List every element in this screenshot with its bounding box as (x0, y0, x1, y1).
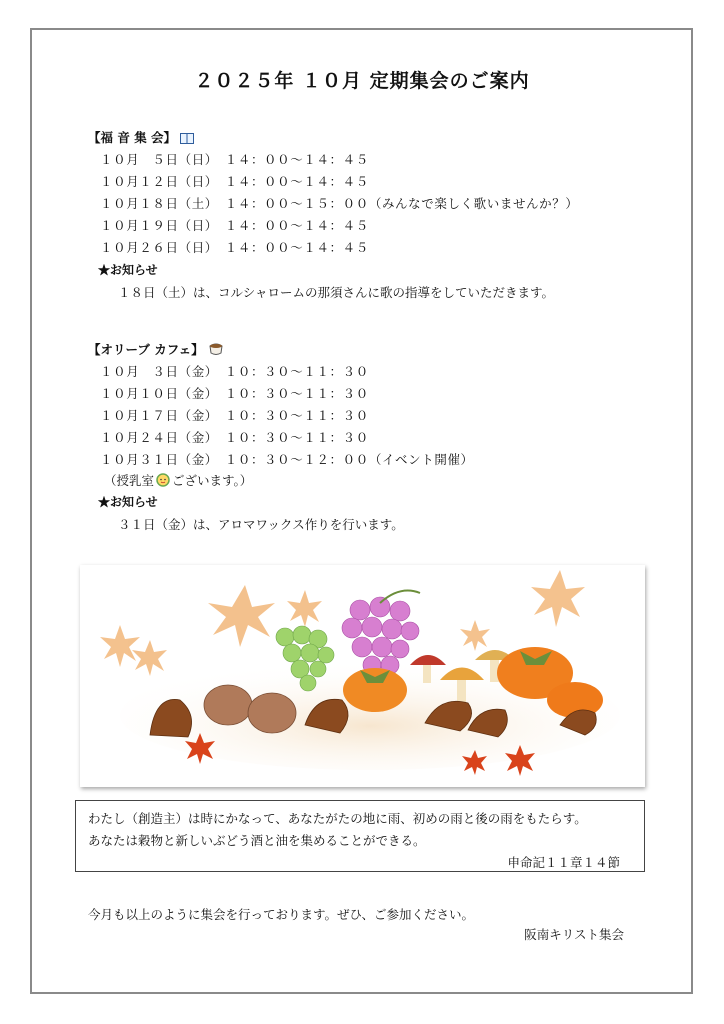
signature: 阪南キリスト集会 (524, 927, 624, 942)
cafe-date-3: １０月１７日（金） １０：３０〜１１：３０ (100, 408, 369, 423)
page-title: ２０２５年 １０月 定期集会のご案内 (194, 70, 530, 92)
scripture-reference: 申命記１１章１４節 (507, 855, 620, 870)
gospel-notice-label: ★お知らせ (98, 263, 158, 277)
nursing-note-before: （授乳室 (104, 473, 155, 488)
scripture-line-2: あなたは穀物と新しいぶどう酒と油を集めることができる。 (88, 833, 426, 848)
nursing-room-note (104, 471, 252, 489)
cafe-heading-label: 【オリーブ カフェ】 (88, 342, 204, 357)
gospel-notice-text: １８日（土）は、コルシャロームの那須さんに歌の指導をしていただきます。 (118, 285, 554, 300)
gospel-date-2: １０月１２日（日） １４：００〜１４：４５ (100, 174, 369, 189)
gospel-heading (88, 128, 194, 146)
cafe-notice-label: ★お知らせ (98, 495, 158, 509)
nursing-note-after: ございます。） (172, 473, 253, 488)
gospel-heading-label: 【福 音 集 会】 (88, 130, 177, 145)
cafe-date-5: １０月３１日（金） １０：３０〜１２：００（イベント開催） (100, 452, 474, 467)
gospel-date-5: １０月２６日（日） １４：００〜１４：４５ (100, 240, 369, 255)
gospel-date-1: １０月 ５日（日） １４：００〜１４：４５ (100, 152, 369, 167)
cafe-date-2: １０月１０日（金） １０：３０〜１１：３０ (100, 386, 369, 401)
closing-message: 今月も以上のように集会を行っております。ぜひ、ご参加ください。 (88, 907, 475, 922)
book-icon (180, 132, 194, 143)
gospel-date-4: １０月１９日（日） １４：００〜１４：４５ (100, 218, 369, 233)
baby-icon (156, 473, 170, 487)
cafe-notice-text: ３１日（金）は、アロマワックス作りを行います。 (118, 517, 404, 532)
gospel-date-3: １０月１８日（土） １４：００〜１５：００（みんなで楽しく歌いませんか？） (100, 196, 579, 211)
cafe-date-1: １０月 ３日（金） １０：３０〜１１：３０ (100, 364, 369, 379)
coffee-cup-icon (208, 342, 224, 356)
scripture-line-1: わたし（創造主）は時にかなって、あなたがたの地に雨、初めの雨と後の雨をもたらす。 (88, 811, 587, 826)
scripture-box (75, 800, 645, 872)
autumn-harvest-illustration (80, 565, 645, 787)
cafe-date-4: １０月２４日（金） １０：３０〜１１：３０ (100, 430, 369, 445)
cafe-heading (88, 340, 224, 358)
